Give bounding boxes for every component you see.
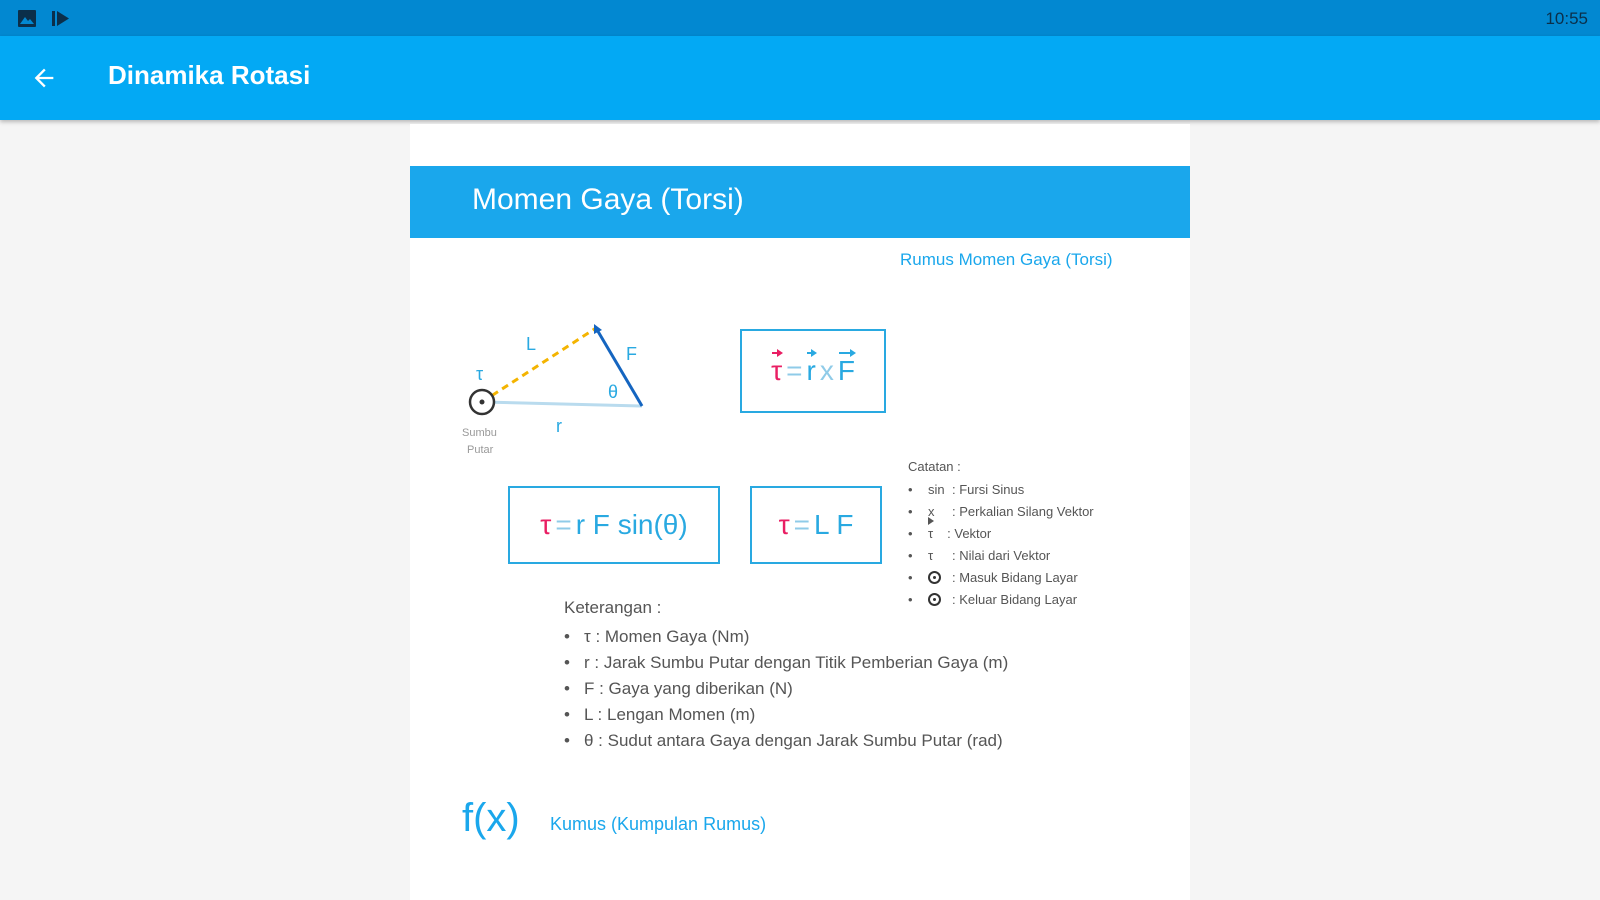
list-item: • τ : Momen Gaya (Nm): [564, 624, 1104, 650]
formula-tau: τ: [778, 509, 790, 540]
legend-panel: [564, 598, 1104, 754]
app-title: Dinamika Rotasi: [108, 60, 311, 90]
media-icon: [52, 10, 72, 27]
notes-panel: [908, 459, 1168, 611]
formula-link[interactable]: Rumus Momen Gaya (Torsi): [900, 250, 1113, 269]
formula-eq: =: [793, 509, 810, 540]
label-r: r: [556, 416, 562, 436]
image-icon: [18, 10, 36, 27]
formula-x: x: [819, 355, 834, 386]
pivot-label-2: Putar: [467, 444, 494, 456]
back-button[interactable]: [22, 56, 66, 100]
kumus-link[interactable]: Kumus (Kumpulan Rumus): [550, 814, 767, 834]
formula-sin: [508, 486, 720, 564]
label-theta: θ: [608, 382, 619, 402]
torque-diagram: [460, 314, 670, 464]
notes-list: [908, 479, 1168, 611]
status-bar: [0, 0, 1600, 36]
legend-list: [564, 624, 1104, 754]
list-item: • r : Jarak Sumbu Putar dengan Titik Pemberian Gaya (m): [564, 650, 1104, 676]
list-item: • τ : Nilai dari Vektor: [908, 545, 1168, 567]
formula-r: r: [806, 355, 816, 386]
content-card[interactable]: [410, 124, 1190, 900]
formula-F: F: [837, 355, 855, 386]
into-screen-icon: [928, 571, 941, 584]
list-item: • x : Perkalian Silang Vektor: [908, 501, 1168, 523]
notes-title: Catatan :: [908, 459, 961, 474]
list-item: • L : Lengan Momen (m): [564, 702, 1104, 728]
list-item: • F : Gaya yang diberikan (N): [564, 676, 1104, 702]
list-item: • : Masuk Bidang Layar: [908, 567, 1168, 589]
list-item: • θ : Sudut antara Gaya dengan Jarak Sumbu Putar (rad): [564, 728, 1104, 754]
pivot-label-1: Sumbu: [462, 427, 497, 439]
status-time: 10:55: [1545, 9, 1588, 28]
formula-eq: =: [786, 355, 803, 386]
formula-eq: =: [555, 509, 572, 540]
legend-title: Keterangan :: [564, 598, 662, 617]
formula-lf: [750, 486, 882, 564]
formula-tau: τ: [540, 509, 552, 540]
list-item: • : Keluar Bidang Layar: [908, 589, 1168, 611]
label-L: L: [526, 334, 537, 354]
formula-tau: τ: [771, 355, 783, 386]
list-item: • sin : Fursi Sinus: [908, 479, 1168, 501]
fx-icon[interactable]: f(x): [462, 796, 520, 840]
formula-cross-product: [740, 329, 886, 413]
section-header: [410, 166, 1190, 238]
section-title: Momen Gaya (Torsi): [472, 183, 744, 216]
list-item: • τ : Vektor: [908, 523, 1168, 545]
formula-rest: L F: [814, 509, 854, 540]
label-tau: τ: [476, 364, 484, 384]
r-vector-line: [482, 402, 642, 406]
label-F: F: [626, 344, 637, 364]
lever-arm-line: [482, 328, 596, 402]
formula-rest: r F sin(θ): [575, 509, 688, 540]
force-vector-line: [596, 328, 642, 406]
arrow-left-icon: [30, 64, 58, 92]
app-bar: [0, 36, 1600, 120]
